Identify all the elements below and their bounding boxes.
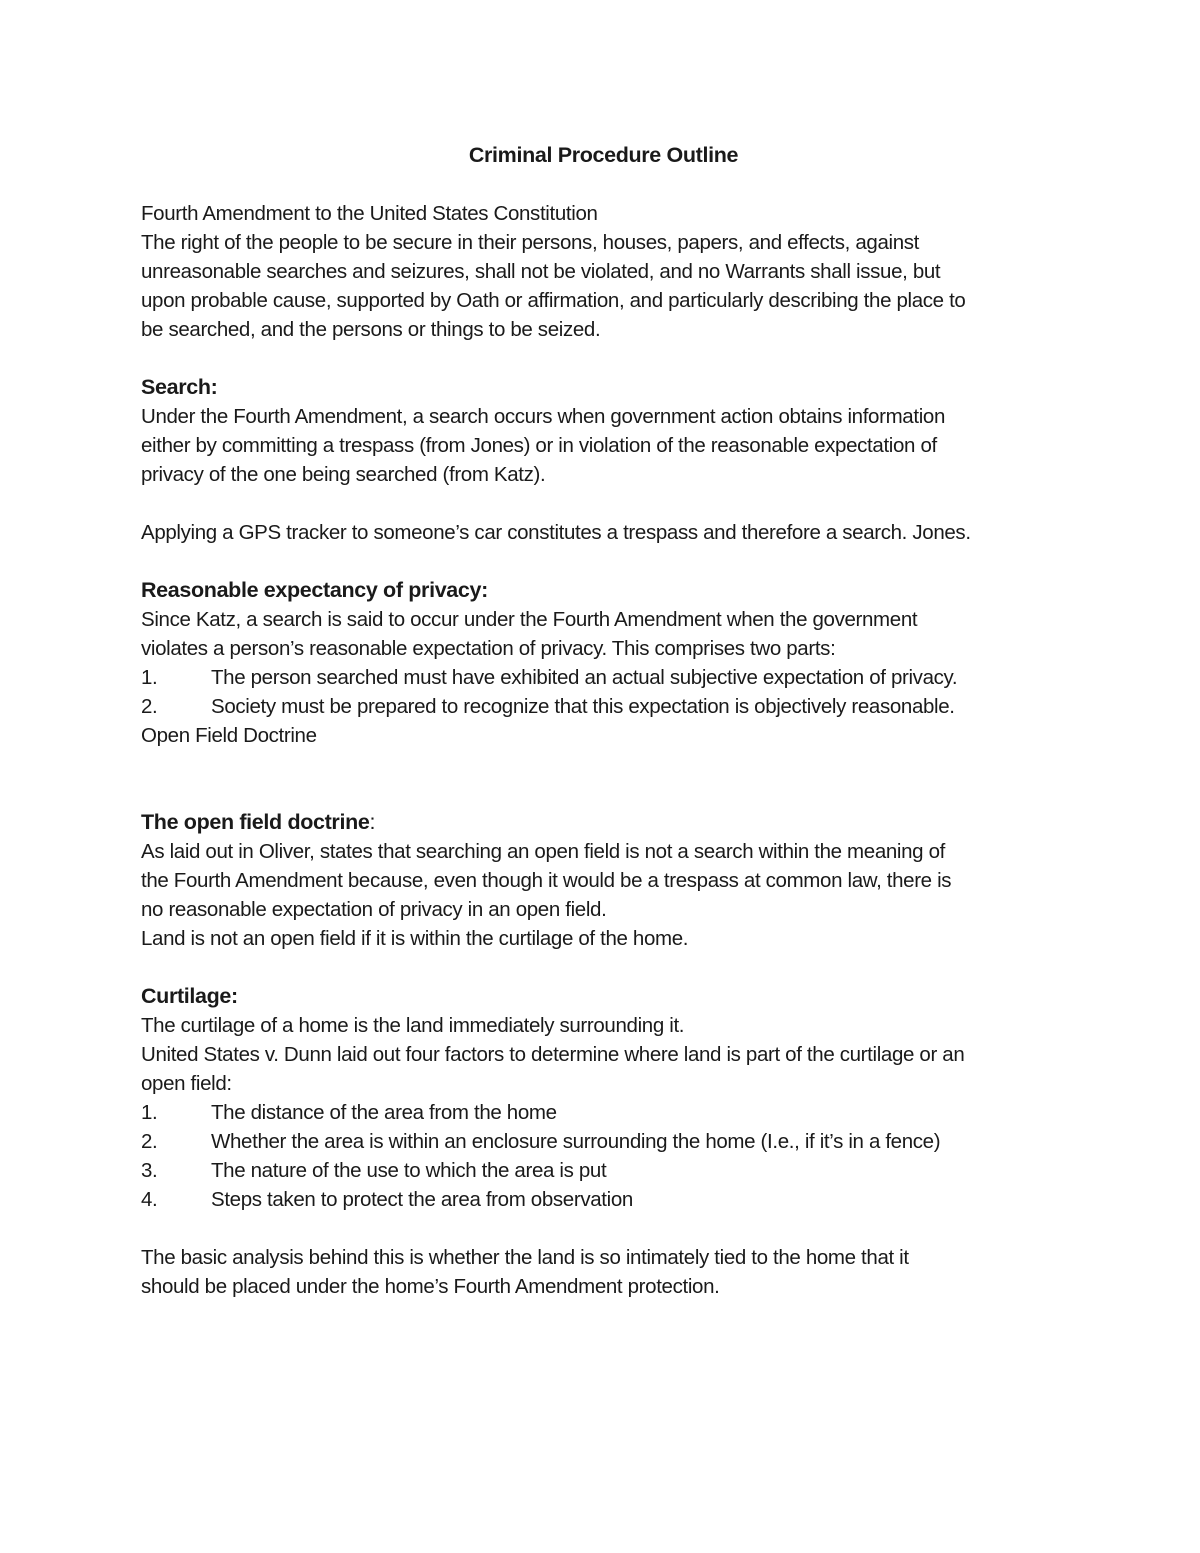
conclusion-line: should be placed under the home’s Fourth Amendment protection. xyxy=(141,1275,720,1298)
list-text: The nature of the use to which the area is put xyxy=(211,1159,607,1182)
curtilage-line: open field: xyxy=(141,1072,232,1095)
section-heading-search: Search: xyxy=(141,375,218,399)
list-item xyxy=(141,1127,1066,1156)
list-text: The distance of the area from the home xyxy=(211,1101,557,1124)
section-heading-open-field xyxy=(141,808,1066,837)
list-number: 1. xyxy=(141,1101,158,1124)
list-text: Whether the area is within an enclosure surrounding the home (I.e., if it’s in a fence) xyxy=(211,1130,941,1153)
spacer xyxy=(141,344,1066,373)
curtilage-line: The curtilage of a home is the land immediately surrounding it. xyxy=(141,1014,685,1037)
intro-line: upon probable cause, supported by Oath or affirmation, and particularly describing the place to xyxy=(141,289,966,312)
list-number: 3. xyxy=(141,1159,158,1182)
list-text: The person searched must have exhibited an actual subjective expectation of privacy. xyxy=(211,666,958,689)
open-field-line: no reasonable expectation of privacy in an open field. xyxy=(141,898,607,921)
spacer xyxy=(141,1214,1066,1243)
curtilage-line: United States v. Dunn laid out four factors to determine where land is part of the curtilage or an xyxy=(141,1043,965,1066)
privacy-list xyxy=(141,663,1066,721)
heading-colon: : xyxy=(369,810,376,834)
list-item xyxy=(141,1156,1066,1185)
privacy-line: Since Katz, a search is said to occur under the Fourth Amendment when the government xyxy=(141,608,918,631)
list-text: Society must be prepared to recognize that this expectation is objectively reasonable. xyxy=(211,695,955,718)
list-number: 4. xyxy=(141,1188,158,1211)
privacy-line: violates a person’s reasonable expectation of privacy. This comprises two parts: xyxy=(141,637,836,660)
spacer xyxy=(141,953,1066,982)
search-line: Under the Fourth Amendment, a search occurs when government action obtains information xyxy=(141,405,946,428)
list-item xyxy=(141,663,1066,692)
search-line: either by committing a trespass (from Jones) or in violation of the reasonable expectation of xyxy=(141,434,937,457)
intro-heading: Fourth Amendment to the United States Constitution xyxy=(141,202,598,225)
open-field-label: Open Field Doctrine xyxy=(141,724,317,747)
section-heading-privacy: Reasonable expectancy of privacy: xyxy=(141,578,488,602)
intro-line: The right of the people to be secure in their persons, houses, papers, and effects, against xyxy=(141,231,920,254)
spacer xyxy=(141,489,1066,518)
open-field-line: As laid out in Oliver, states that searching an open field is not a search within the meaning of xyxy=(141,840,945,863)
page-title: Criminal Procedure Outline xyxy=(468,143,739,167)
section-heading-curtilage: Curtilage: xyxy=(141,984,238,1008)
document-body xyxy=(141,141,1066,1301)
list-number: 1. xyxy=(141,666,158,689)
intro-line: unreasonable searches and seizures, shall not be violated, and no Warrants shall issue, but xyxy=(141,260,941,283)
curtilage-factor-list xyxy=(141,1098,1066,1214)
heading-text: The open field doctrine xyxy=(141,810,370,834)
conclusion-line: The basic analysis behind this is whether the land is so intimately tied to the home that it xyxy=(141,1246,909,1269)
spacer xyxy=(141,547,1066,576)
intro-line: be searched, and the persons or things to be seized. xyxy=(141,318,601,341)
spacer xyxy=(141,750,1066,808)
open-field-line: Land is not an open field if it is within the curtilage of the home. xyxy=(141,927,689,950)
list-text: Steps taken to protect the area from observation xyxy=(211,1188,633,1211)
search-line: privacy of the one being searched (from Katz). xyxy=(141,463,546,486)
open-field-line: the Fourth Amendment because, even though it would be a trespass at common law, there is xyxy=(141,869,952,892)
list-item xyxy=(141,1098,1066,1127)
list-number: 2. xyxy=(141,695,158,718)
list-number: 2. xyxy=(141,1130,158,1153)
list-item xyxy=(141,692,1066,721)
gps-paragraph: Applying a GPS tracker to someone’s car constitutes a trespass and therefore a search. Jones. xyxy=(141,521,971,544)
list-item xyxy=(141,1185,1066,1214)
